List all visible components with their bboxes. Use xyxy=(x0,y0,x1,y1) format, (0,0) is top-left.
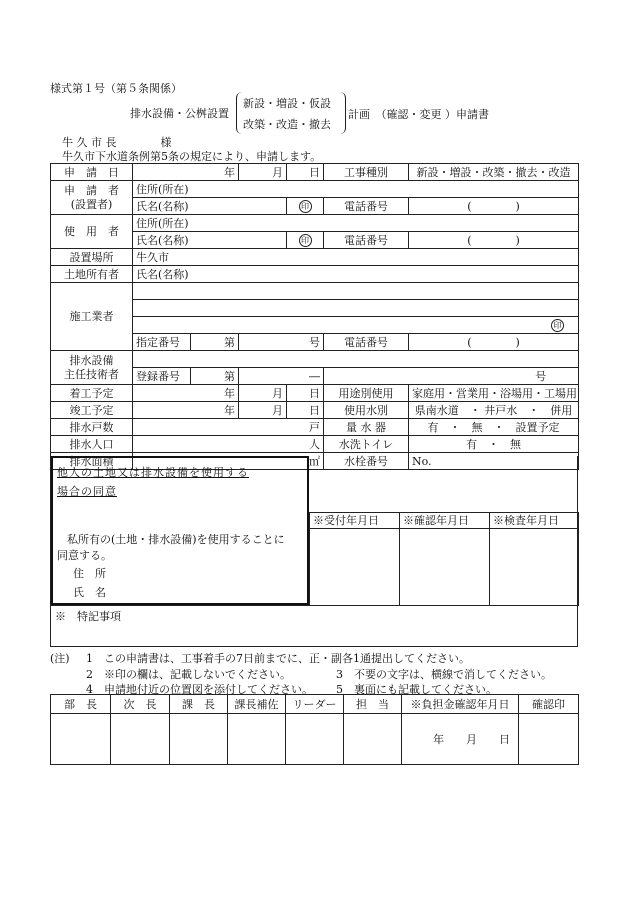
apply-date-row xyxy=(51,164,579,181)
apply-month: 月 xyxy=(239,164,287,181)
toilet-label: 水洗トイレ xyxy=(324,436,409,453)
applicant-seal-icon: 印 xyxy=(299,200,312,213)
confirmed-date-label: ※確認年月日 xyxy=(400,513,490,529)
apply-day: 日 xyxy=(287,164,324,181)
site-value: 牛久市 xyxy=(133,249,579,266)
applicant-phone: ( ) xyxy=(409,198,579,215)
received-date-cell xyxy=(310,529,400,606)
apply-date-label: 申 請 日 xyxy=(51,164,133,181)
addressee: 牛 久 市 長 様 xyxy=(62,136,172,149)
applicant-address: 住所(所在) xyxy=(133,181,579,198)
note-1: 1 この申請書は、工事着手の7日前までに、正・副各1通提出してください。 xyxy=(86,652,470,665)
meter-label: 量 水 器 xyxy=(324,419,409,436)
households-label: 排水戸数 xyxy=(51,419,133,436)
register-dai: 第 xyxy=(191,368,239,385)
applicant-label-2: (設置者) xyxy=(70,197,113,211)
people-unit: 人 xyxy=(133,436,324,453)
user-address: 住所(所在) xyxy=(133,215,579,232)
inspected-date-cell xyxy=(490,529,579,606)
applicant-name: 氏名(名称) xyxy=(133,198,287,215)
user-label: 使 用 者 xyxy=(51,215,133,249)
households-unit: 戸 xyxy=(133,419,324,436)
contractor-phone: ( ) xyxy=(409,334,579,351)
contractor-phone-label: 電話番号 xyxy=(324,334,409,351)
title-suffix: 計画 （確認・変更 ）申請書 xyxy=(348,108,489,121)
landowner-name: 氏名(名称) xyxy=(133,266,579,283)
remarks-label: ※ 特記事項 xyxy=(55,610,121,623)
fee-date-value: 年 月 日 xyxy=(402,714,519,765)
consent-address: 住 所 xyxy=(73,567,106,580)
finish-year: 年 xyxy=(133,402,239,419)
area-unit: ㎡ xyxy=(133,453,324,470)
confirmed-date-cell xyxy=(400,529,490,606)
header-jicho: 次 長 xyxy=(111,695,170,714)
purpose-value: 家庭用・営業用・浴場用・工場用 xyxy=(409,385,579,402)
application-table xyxy=(50,163,579,470)
hydrant-label: 水栓番号 xyxy=(324,453,409,470)
user-phone: ( ) xyxy=(409,232,579,249)
remarks-box xyxy=(50,605,578,647)
stamp-confirm xyxy=(519,714,579,765)
consent-heading-1: 他人の土地又は排水設備を使用する xyxy=(57,466,249,479)
register-dash: ― xyxy=(239,368,324,385)
hydrant-no: No. xyxy=(409,453,579,470)
register-go: 号 xyxy=(504,368,579,385)
received-date-label: ※受付年月日 xyxy=(310,513,400,529)
header-fee-date: ※負担金確認年月日 xyxy=(402,695,519,714)
stamp-leader xyxy=(286,714,344,765)
header-tanto: 担 当 xyxy=(344,695,402,714)
designation-label: 指定番号 xyxy=(133,334,191,351)
header-kacho: 課 長 xyxy=(170,695,228,714)
apply-year: 年 xyxy=(133,164,239,181)
people-label: 排水人口 xyxy=(51,436,133,453)
title-options-bottom: 改築・改造・撤去 xyxy=(243,118,331,131)
header-bucho: 部 長 xyxy=(51,695,111,714)
contractor-seal-icon: 印 xyxy=(551,319,564,332)
form-number: 様式第１号（第５条関係） xyxy=(50,82,182,95)
chief-label xyxy=(51,351,133,385)
note-2: 2 ※印の欄は、記載しないでください。 xyxy=(86,668,291,681)
consent-heading-2: 場合の同意 xyxy=(57,485,117,498)
chief-label-2: 主任技術者 xyxy=(64,367,119,381)
purpose-label: 用途別使用 xyxy=(324,385,409,402)
toilet-value: 有 ・ 無 xyxy=(409,436,579,453)
area-label: 排水面積 xyxy=(51,453,133,470)
user-seal-icon: 印 xyxy=(299,234,312,247)
work-type-value: 新設・増設・改築・撤去・改造 xyxy=(409,164,579,181)
consent-box xyxy=(51,456,309,605)
applicant-label-1: 申 請 者 xyxy=(64,183,119,197)
stamp-bucho xyxy=(51,714,111,765)
water-label: 使用水別 xyxy=(324,402,409,419)
note-4: 4 申請地付近の位置図を添付してください。 xyxy=(86,683,313,696)
finish-label: 竣工予定 xyxy=(51,402,133,419)
applicant-phone-label: 電話番号 xyxy=(324,198,409,215)
header-kacho-hosa: 課長補佐 xyxy=(228,695,286,714)
header-confirm-seal: 確認印 xyxy=(519,695,579,714)
site-label: 設置場所 xyxy=(51,249,133,266)
inspected-date-label: ※検査年月日 xyxy=(490,513,579,529)
water-value: 県南水道 ・ 井戸水 ・ 併用 xyxy=(409,402,579,419)
note-3: 3 不要の文字は、横線で消してください。 xyxy=(336,668,552,681)
stamp-jicho xyxy=(111,714,170,765)
register-label: 登録番号 xyxy=(133,368,191,385)
start-month: 月 xyxy=(239,385,287,402)
chief-label-1: 排水設備 xyxy=(69,353,114,367)
consent-body-2: 同意する。 xyxy=(57,549,112,562)
start-day: 日 xyxy=(287,385,324,402)
note-5: 5 裏面にも記載してください。 xyxy=(336,683,497,696)
intro-text: 牛久市下水道条例第5条の規定により、申請します。 xyxy=(62,150,322,163)
approval-table xyxy=(50,694,579,765)
notes-label: (注) xyxy=(50,652,70,665)
office-use-table xyxy=(309,512,579,606)
stamp-tanto xyxy=(344,714,402,765)
landowner-label: 土地所有者 xyxy=(51,266,133,283)
contractor-label: 施工業者 xyxy=(51,283,133,351)
finish-month: 月 xyxy=(239,402,287,419)
title-options-top: 新設・増設・仮設 xyxy=(243,97,331,110)
stamp-kacho-hosa xyxy=(228,714,286,765)
user-name: 氏名(名称) xyxy=(133,232,287,249)
consent-body-1: 私所有の(土地・排水設備)を使用することに xyxy=(67,533,285,546)
stamp-kacho xyxy=(170,714,228,765)
header-leader: リーダー xyxy=(286,695,344,714)
title-prefix: 排水設備・公桝設置 xyxy=(130,107,229,120)
consent-name: 氏 名 xyxy=(73,586,106,599)
start-label: 着工予定 xyxy=(51,385,133,402)
meter-value: 有 ・ 無 ・ 設置予定 xyxy=(409,419,579,436)
applicant-label xyxy=(51,181,133,215)
work-type-label: 工事種別 xyxy=(324,164,409,181)
user-phone-label: 電話番号 xyxy=(324,232,409,249)
designation-dai: 第 xyxy=(191,334,239,351)
designation-go: 号 xyxy=(239,334,324,351)
start-year: 年 xyxy=(133,385,239,402)
finish-day: 日 xyxy=(287,402,324,419)
